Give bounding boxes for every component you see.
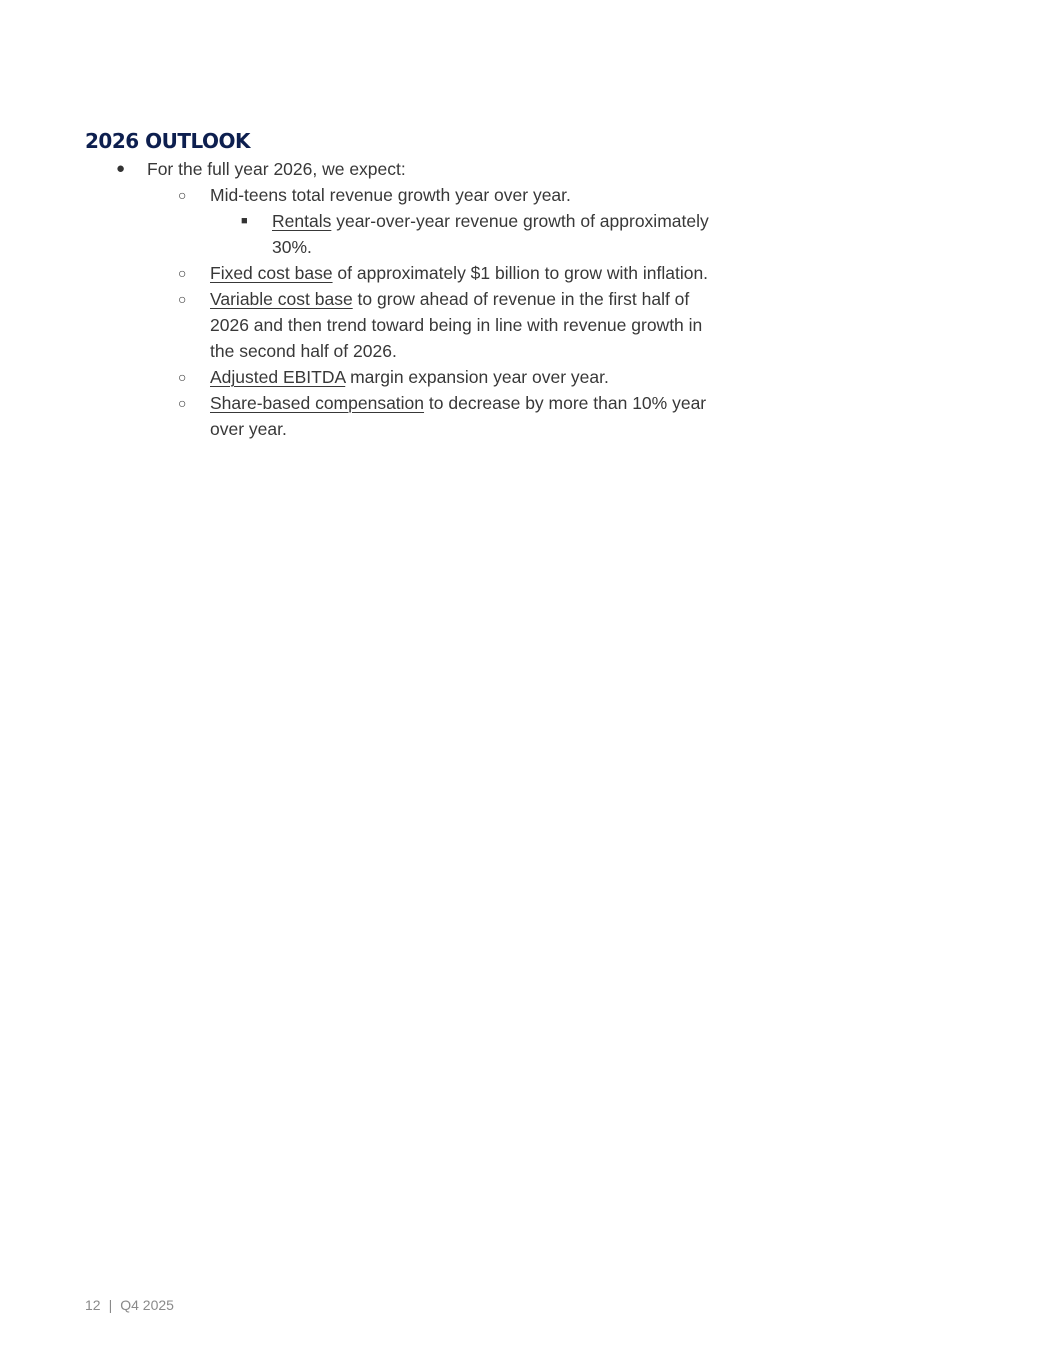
list-item-text: of approximately $1 billion to grow with inflation. <box>332 263 709 283</box>
list-item-text: to grow ahead of revenue in the first half of <box>352 289 690 309</box>
adjusted-ebitda-link[interactable]: Adjusted EBITDA <box>210 367 346 387</box>
list-item-share-based-comp <box>210 390 706 416</box>
list-item-text: to decrease by more than 10% year <box>424 393 707 413</box>
report-period: Q4 2025 <box>120 1297 174 1313</box>
circle-bullet-icon: ○ <box>178 187 187 203</box>
page-footer <box>85 1295 174 1315</box>
list-item-revenue-growth: Mid-teens total revenue growth year over year. <box>210 185 571 205</box>
variable-cost-base-link[interactable]: Variable cost base <box>210 289 353 309</box>
circle-bullet-icon: ○ <box>178 369 187 385</box>
section-heading: 2026 OUTLOOK <box>85 129 251 153</box>
square-bullet-icon: ■ <box>241 215 248 227</box>
disc-bullet-icon: ● <box>116 160 126 177</box>
list-item-continuation: 2026 and then trend toward being in line with revenue growth in <box>210 315 703 335</box>
rentals-link[interactable]: Rentals <box>272 211 332 231</box>
page-number: 12 <box>85 1297 101 1313</box>
outlook-intro: For the full year 2026, we expect: <box>147 159 406 179</box>
list-item-rentals <box>272 208 709 234</box>
list-item-text: year-over-year revenue growth of approximately <box>331 211 709 231</box>
footer-separator: | <box>108 1297 113 1313</box>
fixed-cost-base-link[interactable]: Fixed cost base <box>210 263 333 283</box>
circle-bullet-icon: ○ <box>178 395 187 411</box>
list-item-fixed-cost <box>210 260 708 286</box>
list-item-continuation: over year. <box>210 419 287 439</box>
list-item-continuation: the second half of 2026. <box>210 341 397 361</box>
list-item-adjusted-ebitda <box>210 364 609 390</box>
circle-bullet-icon: ○ <box>178 265 187 281</box>
share-based-compensation-link[interactable]: Share-based compensation <box>210 393 425 413</box>
list-item-continuation: 30%. <box>272 237 312 257</box>
list-item-text: margin expansion year over year. <box>345 367 609 387</box>
circle-bullet-icon: ○ <box>178 291 187 307</box>
list-item-variable-cost <box>210 286 689 312</box>
